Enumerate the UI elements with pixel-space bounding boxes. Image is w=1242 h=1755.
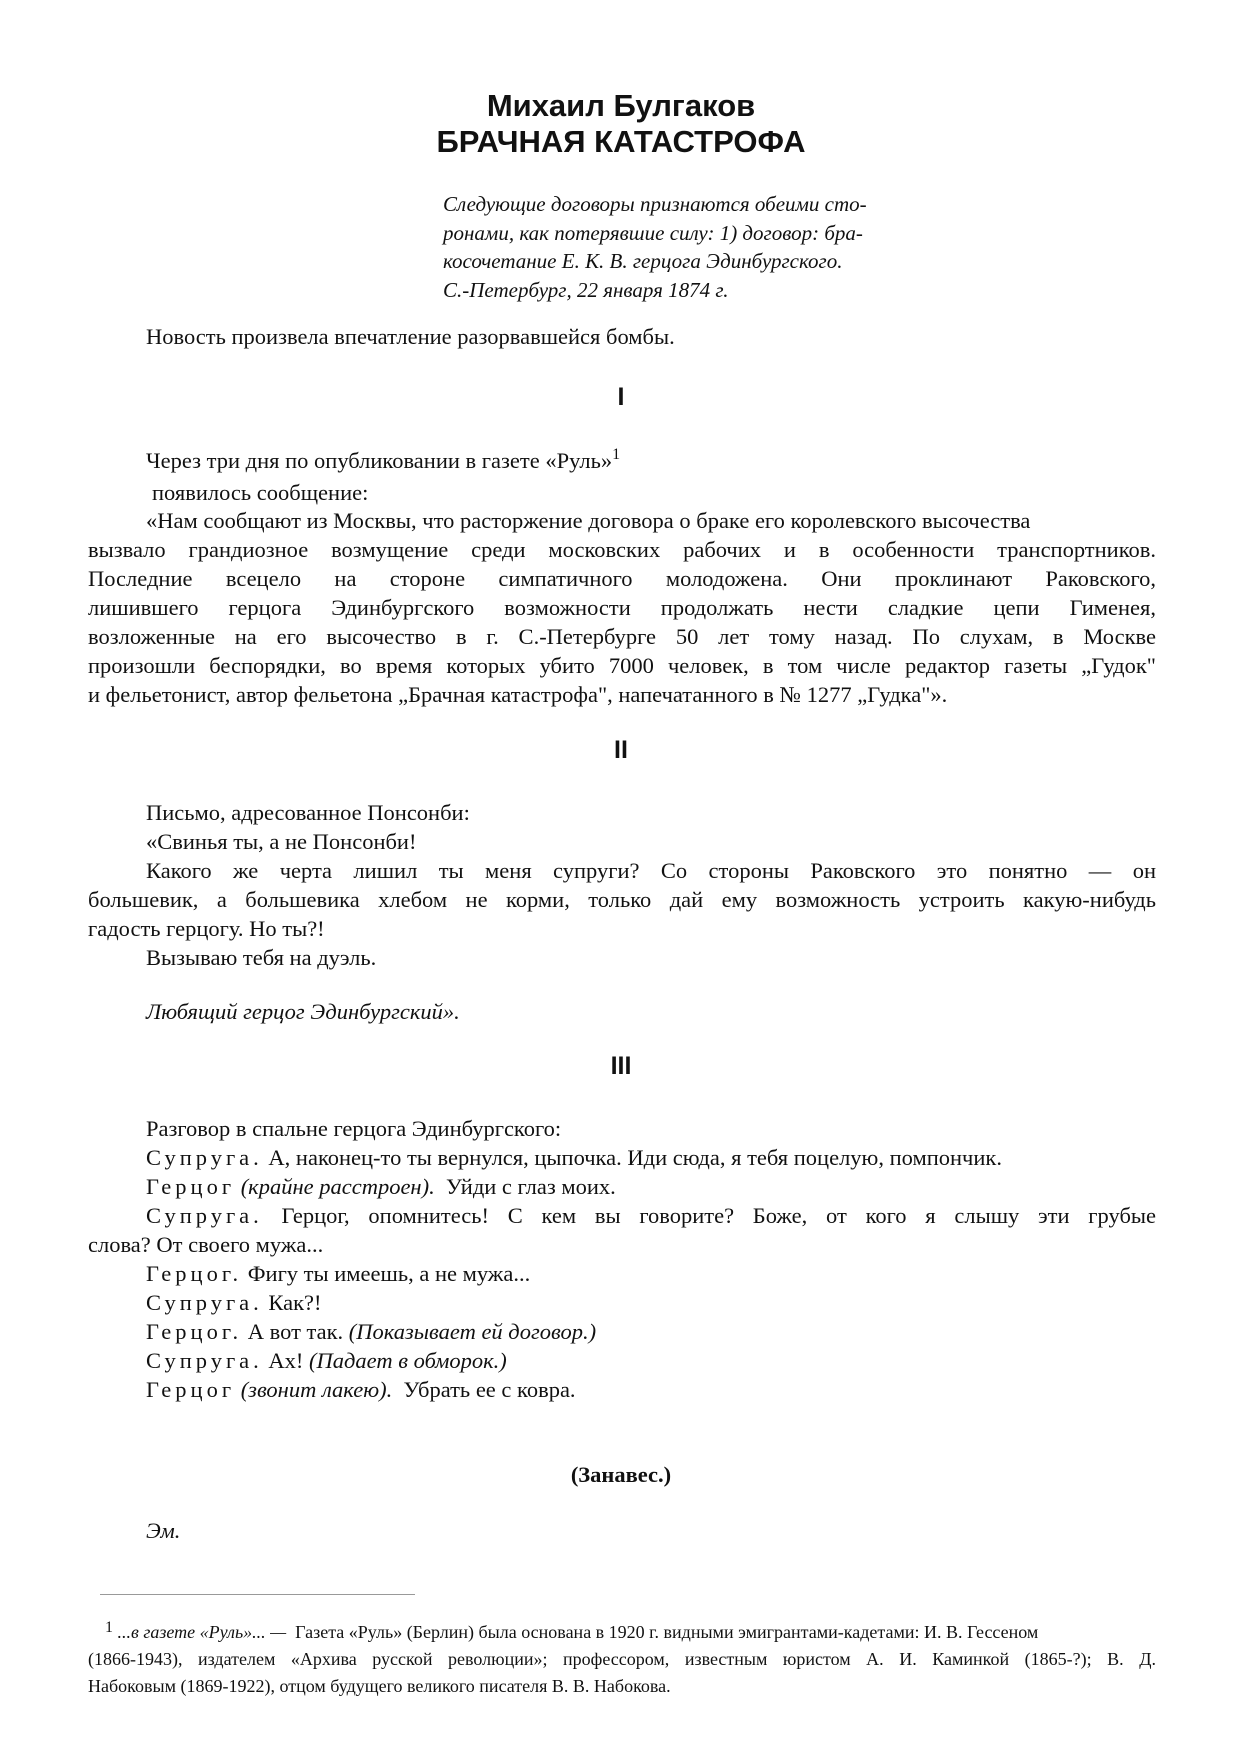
letter-line: гадость герцогу. Но ты?! <box>88 916 325 941</box>
letter-intro: Письмо, адресованное Понсонби: <box>146 800 470 825</box>
footnote-line <box>105 1620 1038 1646</box>
speaker-name: Герцог. <box>146 1261 243 1286</box>
dialogue-line <box>146 1259 530 1288</box>
dialogue-intro: Разговор в спальне герцога Эдинбургского: <box>146 1116 562 1141</box>
quote-line: возложенные на его высочество в г. С.-Петербурге 50 лет тому назад. По слухам, в Москве <box>88 624 1156 649</box>
quote-line: «Нам сообщают из Москвы, что расторжение договора о браке его королевского высочества <box>146 508 1031 533</box>
speaker-name: Супруга. <box>146 1145 263 1170</box>
footnote-divider <box>100 1594 415 1595</box>
dialogue-text: Уйди с глаз моих. <box>445 1174 616 1199</box>
speaker-name: Супруга. <box>146 1203 263 1228</box>
footnote-line: Набоковым (1869-1922), отцом будущего великого писателя В. В. Набокова. <box>88 1676 671 1696</box>
title-heading: БРАЧНАЯ КАТАСТРОФА <box>436 124 806 159</box>
speaker-name: Герцог <box>146 1377 236 1402</box>
letter-line: большевик, а большевика хлебом не корми, только дай ему возможность устроить какую-нибудь <box>88 887 1156 912</box>
signoff: Эм. <box>146 1518 181 1543</box>
letter-greeting: «Свинья ты, а не Понсонби! <box>146 829 417 854</box>
dialogue-line <box>146 1172 616 1201</box>
intro-paragraph: Новость произвела впечатление разорвавшейся бомбы. <box>146 324 675 349</box>
footnote-reference[interactable]: 1 <box>612 446 621 463</box>
speaker-name: Супруга. <box>146 1290 263 1315</box>
section-heading-1: I <box>617 383 625 411</box>
stage-direction: (крайне расстроен). <box>240 1174 435 1199</box>
footnote-lead: ...в газете «Руль»... — <box>117 1622 287 1642</box>
speaker-name: Супруга. <box>146 1348 263 1373</box>
section1-line <box>146 446 620 475</box>
stage-direction: (Падает в обморок.) <box>309 1348 507 1373</box>
dialogue-text: Фигу ты имеешь, а не мужа... <box>247 1261 531 1286</box>
section-heading-3: III <box>610 1052 632 1080</box>
section-heading-2: II <box>614 736 628 764</box>
dialogue-text: Ах! <box>268 1348 304 1373</box>
quote-line: и фельетонист, автор фельетона „Брачная катастрофа", напечатанного в № 1277 „Гудка"». <box>88 682 948 707</box>
dialogue-text: А, наконец-то ты вернулся, цыпочка. Иди сюда, я тебя поцелую, помпончик. <box>268 1145 1002 1170</box>
footnote-line: (1866-1943), издателем «Архива русской революции»; профессором, известным юристом А. И. Каминкой (1865-?); В. Д. <box>88 1649 1156 1669</box>
quote-line: произошли беспорядки, во время которых убито 7000 человек, в том числе редактор газеты „Гудок" <box>88 653 1156 678</box>
stage-direction: (звонит лакею). <box>240 1377 393 1402</box>
letter-line: Какого же черта лишил ты меня супруги? Со стороны Раковского это понятно — он <box>146 858 1156 883</box>
dialogue-line <box>146 1317 596 1346</box>
speaker-name: Герцог. <box>146 1319 243 1344</box>
dialogue-line <box>146 1288 322 1317</box>
footnote-text: Газета «Руль» (Берлин) была основана в 1920 г. видными эмигрантами-кадетами: И. В. Гессеном <box>295 1622 1039 1642</box>
speaker-name: Герцог <box>146 1174 236 1199</box>
stage-direction: (Показывает ей договор.) <box>348 1319 597 1344</box>
dialogue-text: Как?! <box>268 1290 322 1315</box>
dialogue-line <box>146 1346 507 1375</box>
epigraph-line: Следующие договоры признаются обеими сто- <box>443 192 867 216</box>
letter-signature: Любящий герцог Эдинбургский». <box>146 999 460 1024</box>
section1-line2: появилось сообщение: <box>152 480 369 505</box>
quote-line: Последние всецело на стороне симпатичного молодожена. Они проклинают Раковского, <box>88 566 1156 591</box>
dialogue-line <box>146 1375 576 1404</box>
dialogue-text: А вот так. <box>247 1319 344 1344</box>
quote-line: лишившего герцога Эдинбургского возможности продолжать нести сладкие цепи Гименея, <box>88 595 1156 620</box>
quote-line: вызвало грандиозное возмущение среди московских рабочих и в особенности транспортников. <box>88 537 1156 562</box>
letter-duel: Вызываю тебя на дуэль. <box>146 945 377 970</box>
dialogue-text: Герцог, опомнитесь! С кем вы говорите? Боже, от кого я слышу эти грубые <box>281 1203 1156 1228</box>
epigraph-line: косочетание Е. К. В. герцога Эдинбургского. <box>443 249 843 273</box>
epigraph-line: ронами, как потерявшие силу: 1) договор: бра- <box>443 220 863 245</box>
dialogue-text: Убрать ее с ковра. <box>403 1377 576 1402</box>
dialogue-line <box>146 1143 1002 1172</box>
epigraph-line: С.-Петербург, 22 января 1874 г. <box>443 277 729 302</box>
epigraph <box>443 190 943 304</box>
curtain-note: (Занавес.) <box>570 1462 672 1487</box>
footnote-number: 1 <box>105 1619 113 1636</box>
author-heading: Михаил Булгаков <box>486 88 756 123</box>
dialogue-line-continued: слова? От своего мужа... <box>88 1232 324 1257</box>
dialogue-line <box>146 1201 1156 1230</box>
section1-line1-text: Через три дня по опубликовании в газете «Руль» <box>146 448 613 473</box>
